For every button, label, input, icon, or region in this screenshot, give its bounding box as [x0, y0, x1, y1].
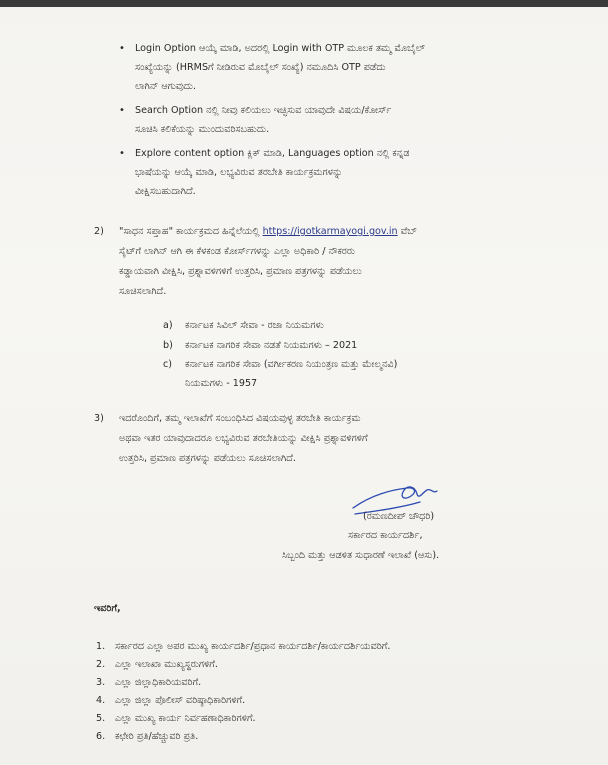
recipient-number: 5.	[96, 713, 106, 724]
para-2-line-1	[119, 222, 417, 241]
recipient-number: 6.	[96, 731, 106, 742]
bullet-3-line-3: ವೀಕ್ಷಿಸಬಹುದಾಗಿದೆ.	[135, 186, 196, 197]
signatory-department: ಸಿಬ್ಬಂದಿ ಮತ್ತು ಆಡಳಿತ ಸುಧಾರಣೆ ಇಲಾಖೆ (ಆಸು).	[282, 550, 440, 561]
bullet-3-line-1: Explore content option ಕ್ಲಿಕ್ ಮಾಡಿ, Languages option ನಲ್ಲಿ ಕನ್ನಡ	[135, 148, 410, 159]
recipient-item: ಎಲ್ಲಾ ಜಿಲ್ಲಾಧಿಕಾರಿಯವರಿಗೆ.	[115, 677, 202, 688]
recipient-item: ಸರ್ಕಾರದ ಎಲ್ಲಾ ಅಪರ ಮುಖ್ಯ ಕಾರ್ಯದರ್ಶಿ/ಪ್ರಧಾನ ಕಾರ್ಯದರ್ಶಿ/ಕಾರ್ಯದರ್ಶಿಯವರಿಗೆ.	[115, 641, 391, 652]
bullet-1-line-1: Login Option ಆಯ್ಕೆ ಮಾಡಿ, ಅದರಲ್ಲಿ Login with OTP ಮೂಲಕ ತಮ್ಮ ಮೊಬೈಲ್	[135, 43, 426, 54]
recipient-item: ಎಲ್ಲಾ ಜಿಲ್ಲಾ ಪೊಲೀಸ್ ವರಿಷ್ಠಾಧಿಕಾರಿಗಳಿಗೆ.	[115, 695, 246, 706]
bullet-2-line-1: Search Option ನಲ್ಲಿ ನೀವು ಕಲಿಯಲು ಇಚ್ಛಿಸುವ ಯಾವುದೇ ವಿಷಯ/ಕೋರ್ಸ್	[135, 105, 392, 116]
signatory-name: (ರಮಣದೀಪ್ ಚೌಧರಿ)	[363, 511, 435, 522]
top-edge-bar	[0, 0, 608, 7]
recipient-item: ಎಲ್ಲಾ ಇಲಾಖಾ ಮುಖ್ಯಸ್ಥರುಗಳಿಗೆ.	[115, 659, 218, 670]
recipient-number: 3.	[96, 677, 106, 688]
recipients-heading: ಇವರಿಗೆ,	[94, 603, 121, 614]
bullet-icon: •	[119, 43, 125, 54]
para-2-number: 2)	[94, 226, 104, 237]
sublist-item-b: ಕರ್ನಾಟಕ ನಾಗರಿಕ ಸೇವಾ ನಡತೆ ನಿಯಮಗಳು – 2021	[185, 340, 358, 351]
bullet-2-line-2: ಸೂಚಿಸಿ ಕಲಿಕೆಯನ್ನು ಮುಂದುವರಿಸಬಹುದು.	[135, 124, 270, 135]
bullet-icon: •	[119, 148, 125, 159]
para-3-line-2: ಅಥವಾ ಇತರ ಯಾವುದಾದರೂ ಲಭ್ಯವಿರುವ ತರಬೇತಿಯನ್ನು ವೀಕ್ಷಿಸಿ ಪ್ರಶ್ನಾವಳಿಗಳಿಗೆ	[119, 433, 368, 444]
para-3-number: 3)	[94, 413, 104, 424]
sublist-marker-b: b)	[163, 340, 173, 351]
recipient-number: 2.	[96, 659, 106, 670]
para-3-line-3: ಉತ್ತರಿಸಿ, ಪ್ರಮಾಣ ಪತ್ರಗಳನ್ನು ಪಡೆಯಲು ಸೂಚಿಸಲಾಗಿದೆ.	[119, 453, 296, 464]
para-2-line-2: ಸೈಟ್‌ಗೆ ಲಾಗಿನ್ ಆಗಿ ಈ ಕೆಳಕಂಡ ಕೋರ್ಸ್‌ಗಳನ್ನು ಎಲ್ಲಾ ಅಧಿಕಾರಿ / ನೌಕರರು	[119, 246, 355, 257]
sublist-item-c-line-2: ನಿಯಮಗಳು - 1957	[185, 378, 258, 389]
recipient-number: 1.	[96, 641, 106, 652]
karmayogi-link[interactable]: https://igotkarmayogi.gov.in	[262, 226, 398, 237]
para-2-line-4: ಸೂಚಿಸಲಾಗಿದೆ.	[119, 286, 167, 297]
para-3-line-1: ಇದರೊಂದಿಗೆ, ತಮ್ಮ ಇಲಾಖೆಗೆ ಸಂಬಂಧಿಸಿದ ವಿಷಯವುಳ್ಳ ತರಬೇತಿ ಕಾರ್ಯಕ್ರಮ	[119, 413, 361, 424]
bullet-1-line-3: ಲಾಗಿನ್ ಆಗುವುದು.	[135, 81, 197, 92]
sublist-marker-a: a)	[163, 320, 173, 331]
sublist-item-a: ಕರ್ನಾಟಕ ಸಿವಿಲ್ ಸೇವಾ - ರಜಾ ನಿಯಮಗಳು	[185, 320, 324, 331]
recipient-item: ಎಲ್ಲಾ ಮುಖ್ಯ ಕಾರ್ಯ ನಿರ್ವಹಣಾಧಿಕಾರಿಗಳಿಗೆ.	[115, 713, 256, 724]
recipient-number: 4.	[96, 695, 106, 706]
para-2-line-3: ಕಡ್ಡಾಯವಾಗಿ ವೀಕ್ಷಿಸಿ, ಪ್ರಶ್ನಾವಳಿಗಳಿಗೆ ಉತ್ತರಿಸಿ, ಪ್ರಮಾಣ ಪತ್ರಗಳನ್ನು ಪಡೆಯಲು	[119, 266, 362, 277]
bullet-1-line-2: ಸಂಖ್ಯೆಯನ್ನು (HRMSಗೆ ನೀಡಿರುವ ಮೊಬೈಲ್ ಸಂಖ್ಯೆ) ನಮೂದಿಸಿ OTP ಪಡೆದು	[135, 62, 386, 73]
bullet-icon: •	[119, 105, 125, 116]
signatory-title: ಸರ್ಕಾರದ ಕಾರ್ಯದರ್ಶಿ,	[348, 530, 423, 541]
para-2-line-1-post: ವೆಬ್	[400, 226, 417, 237]
sublist-item-c: ಕರ್ನಾಟಕ ನಾಗರಿಕ ಸೇವಾ (ವರ್ಗೀಕರಣ ನಿಯಂತ್ರಣ ಮತ್ತು ಮೇಲ್ಮನವಿ)	[185, 359, 398, 370]
bullet-3-line-2: ಭಾಷೆಯನ್ನು ಆಯ್ಕೆ ಮಾಡಿ, ಲಭ್ಯವಿರುವ ತರಬೇತಿ ಕಾರ್ಯಕ್ರಮಗಳನ್ನು	[135, 167, 343, 178]
recipient-item: ಕಛೇರಿ ಪ್ರತಿ/ಹೆಚ್ಚುವರಿ ಪ್ರತಿ.	[115, 731, 199, 742]
sublist-marker-c: c)	[163, 359, 173, 370]
para-2-line-1-pre: "ಸಾಧನ ಸಪ್ತಾಹ" ಕಾರ್ಯಕ್ರಮದ ಹಿನ್ನೆಲೆಯಲ್ಲಿ	[119, 226, 260, 237]
